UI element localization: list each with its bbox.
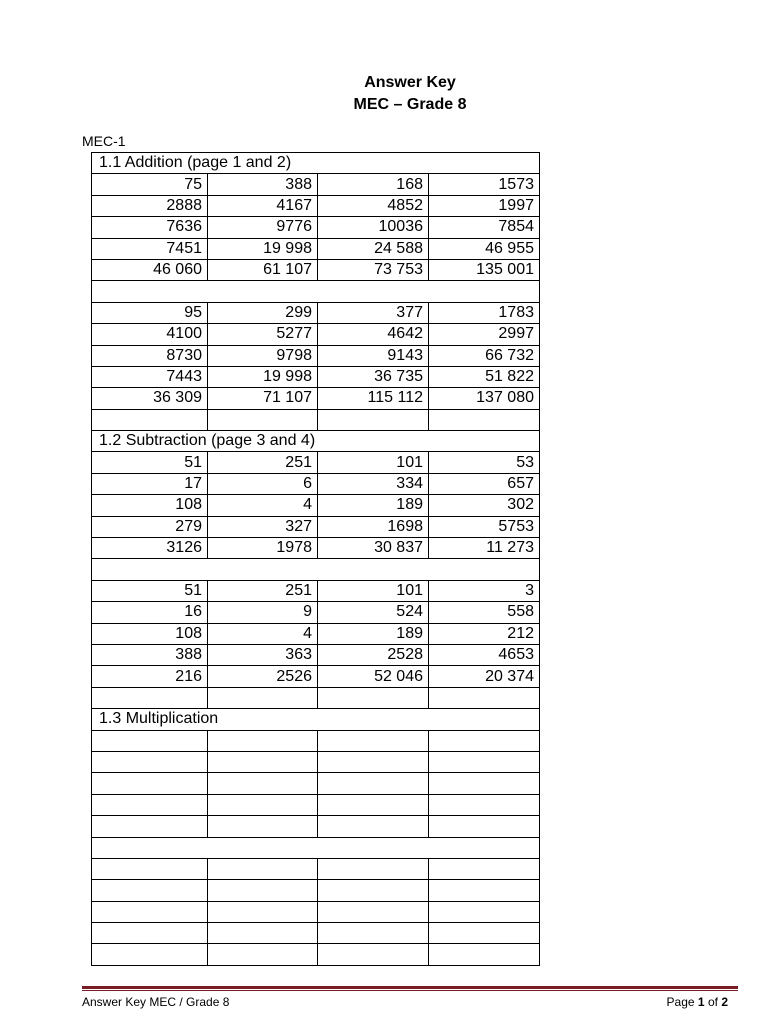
answer-cell: 657 [429, 473, 540, 494]
answer-cell: 20 374 [429, 666, 540, 687]
table-row [92, 880, 540, 901]
answer-cell [92, 944, 208, 965]
answer-cell [208, 923, 318, 944]
table-row [92, 345, 540, 366]
answer-cell: 9 [208, 602, 318, 623]
section-header-cell: 1.3 Multiplication [92, 709, 540, 730]
answer-cell [429, 923, 540, 944]
table-row [92, 559, 540, 580]
answer-cell: 73 753 [318, 259, 429, 280]
document-subtitle: MEC – Grade 8 [353, 96, 467, 113]
table-row [92, 409, 540, 430]
footer-page-current: 1 [697, 995, 705, 1009]
table-row [92, 174, 540, 195]
answer-cell [92, 880, 208, 901]
answer-cell [429, 730, 540, 751]
answer-cell: 51 822 [429, 366, 540, 387]
answer-cell: 327 [208, 516, 318, 537]
answer-cell: 4167 [208, 195, 318, 216]
table-row [92, 324, 540, 345]
table-row [92, 302, 540, 323]
answer-cell: 101 [318, 452, 429, 473]
table-row [92, 516, 540, 537]
spacer-cell [92, 837, 540, 858]
answer-cell: 108 [92, 623, 208, 644]
answer-cell: 11 273 [429, 538, 540, 559]
answer-cell [318, 687, 429, 708]
answer-cell: 16 [92, 602, 208, 623]
answer-key-body [92, 153, 540, 966]
table-row [92, 944, 540, 965]
answer-cell: 52 046 [318, 666, 429, 687]
section-header-row [92, 153, 540, 174]
answer-cell: 2888 [92, 195, 208, 216]
answer-cell: 279 [92, 516, 208, 537]
answer-cell: 7443 [92, 366, 208, 387]
answer-cell: 388 [208, 174, 318, 195]
answer-cell: 2526 [208, 666, 318, 687]
answer-cell: 24 588 [318, 238, 429, 259]
answer-cell: 46 060 [92, 259, 208, 280]
answer-cell [429, 773, 540, 794]
section-header-cell: 1.1 Addition (page 1 and 2) [92, 153, 540, 174]
table-row [92, 901, 540, 922]
answer-cell: 51 [92, 452, 208, 473]
answer-cell: 51 [92, 580, 208, 601]
answer-cell: 10036 [318, 217, 429, 238]
answer-cell [318, 880, 429, 901]
answer-cell: 3126 [92, 538, 208, 559]
table-row [92, 195, 540, 216]
table-row [92, 644, 540, 665]
footer-page-number [667, 995, 728, 1009]
answer-cell [92, 730, 208, 751]
answer-cell: 251 [208, 452, 318, 473]
table-row [92, 366, 540, 387]
answer-cell [208, 794, 318, 815]
table-row [92, 495, 540, 516]
table-row [92, 730, 540, 751]
answer-cell: 101 [318, 580, 429, 601]
answer-cell: 36 309 [92, 388, 208, 409]
answer-cell: 251 [208, 580, 318, 601]
answer-cell: 36 735 [318, 366, 429, 387]
answer-cell: 9776 [208, 217, 318, 238]
answer-cell: 299 [208, 302, 318, 323]
answer-cell: 108 [92, 495, 208, 516]
answer-cell: 212 [429, 623, 540, 644]
footer-rule-thick [82, 986, 738, 989]
answer-cell [318, 923, 429, 944]
table-row [92, 837, 540, 858]
answer-cell: 7636 [92, 217, 208, 238]
answer-key-table [91, 152, 540, 966]
footer-document-name: Answer Key MEC / Grade 8 [82, 995, 230, 1009]
answer-cell: 30 837 [318, 538, 429, 559]
answer-cell: 95 [92, 302, 208, 323]
answer-cell: 189 [318, 495, 429, 516]
answer-cell: 4653 [429, 644, 540, 665]
answer-cell [208, 687, 318, 708]
answer-cell [208, 773, 318, 794]
table-row [92, 281, 540, 302]
table-row [92, 217, 540, 238]
answer-cell: 4100 [92, 324, 208, 345]
answer-cell [92, 409, 208, 430]
answer-cell: 115 112 [318, 388, 429, 409]
section-header-cell: 1.2 Subtraction (page 3 and 4) [92, 431, 540, 452]
footer-rule-thin [82, 990, 738, 991]
table-row [92, 473, 540, 494]
answer-cell [92, 858, 208, 879]
answer-cell [208, 730, 318, 751]
answer-cell: 3 [429, 580, 540, 601]
answer-cell: 7451 [92, 238, 208, 259]
table-row [92, 538, 540, 559]
section-label: MEC-1 [82, 133, 126, 149]
table-row [92, 751, 540, 772]
answer-cell: 1698 [318, 516, 429, 537]
answer-cell [429, 901, 540, 922]
document-title: Answer Key [364, 74, 456, 91]
answer-cell [429, 794, 540, 815]
answer-cell [318, 816, 429, 837]
answer-cell: 558 [429, 602, 540, 623]
answer-cell: 19 998 [208, 366, 318, 387]
answer-cell: 1997 [429, 195, 540, 216]
table-row [92, 452, 540, 473]
answer-cell: 71 107 [208, 388, 318, 409]
answer-cell [429, 751, 540, 772]
answer-cell [92, 751, 208, 772]
answer-cell: 388 [92, 644, 208, 665]
answer-cell [318, 751, 429, 772]
answer-cell: 46 955 [429, 238, 540, 259]
answer-cell [429, 687, 540, 708]
answer-cell [208, 858, 318, 879]
table-row [92, 623, 540, 644]
answer-cell [92, 794, 208, 815]
spacer-cell [92, 559, 540, 580]
answer-cell [92, 816, 208, 837]
answer-cell [429, 858, 540, 879]
footer-page-word: Page [666, 995, 695, 1009]
answer-cell [429, 409, 540, 430]
answer-cell: 75 [92, 174, 208, 195]
answer-cell: 53 [429, 452, 540, 473]
answer-cell [208, 409, 318, 430]
table-row [92, 773, 540, 794]
answer-cell [208, 880, 318, 901]
table-row [92, 687, 540, 708]
section-header-row [92, 709, 540, 730]
answer-cell: 4642 [318, 324, 429, 345]
answer-cell: 363 [208, 644, 318, 665]
answer-cell [318, 858, 429, 879]
answer-cell: 4 [208, 623, 318, 644]
answer-cell: 137 080 [429, 388, 540, 409]
answer-cell: 302 [429, 495, 540, 516]
answer-cell: 377 [318, 302, 429, 323]
table-row [92, 602, 540, 623]
answer-cell: 61 107 [208, 259, 318, 280]
answer-cell [318, 901, 429, 922]
footer-page-total: 2 [721, 995, 728, 1009]
answer-cell: 135 001 [429, 259, 540, 280]
answer-cell: 9143 [318, 345, 429, 366]
table-row [92, 238, 540, 259]
answer-cell: 5753 [429, 516, 540, 537]
answer-cell [92, 687, 208, 708]
answer-cell: 2528 [318, 644, 429, 665]
footer-of-word: of [707, 995, 718, 1009]
answer-cell: 524 [318, 602, 429, 623]
answer-cell [318, 730, 429, 751]
answer-cell: 168 [318, 174, 429, 195]
answer-cell: 4 [208, 495, 318, 516]
answer-cell [92, 923, 208, 944]
answer-cell: 1978 [208, 538, 318, 559]
answer-cell [429, 880, 540, 901]
answer-cell: 1783 [429, 302, 540, 323]
table-row [92, 923, 540, 944]
answer-cell [208, 751, 318, 772]
answer-cell [318, 409, 429, 430]
answer-cell: 334 [318, 473, 429, 494]
spacer-cell [92, 281, 540, 302]
answer-cell: 4852 [318, 195, 429, 216]
answer-cell: 8730 [92, 345, 208, 366]
answer-cell [208, 901, 318, 922]
answer-cell: 7854 [429, 217, 540, 238]
answer-cell: 216 [92, 666, 208, 687]
table-row [92, 580, 540, 601]
table-row [92, 816, 540, 837]
answer-cell [92, 773, 208, 794]
answer-cell [208, 944, 318, 965]
answer-cell: 19 998 [208, 238, 318, 259]
table-row [92, 388, 540, 409]
answer-cell: 1573 [429, 174, 540, 195]
answer-cell [429, 816, 540, 837]
answer-cell [318, 944, 429, 965]
answer-cell: 6 [208, 473, 318, 494]
table-row [92, 858, 540, 879]
answer-cell [92, 901, 208, 922]
answer-cell: 5277 [208, 324, 318, 345]
answer-cell: 66 732 [429, 345, 540, 366]
answer-cell: 189 [318, 623, 429, 644]
answer-cell: 17 [92, 473, 208, 494]
section-header-row [92, 431, 540, 452]
table-row [92, 794, 540, 815]
answer-cell [318, 794, 429, 815]
answer-cell [429, 944, 540, 965]
answer-cell: 9798 [208, 345, 318, 366]
answer-cell: 2997 [429, 324, 540, 345]
table-row [92, 666, 540, 687]
answer-cell [318, 773, 429, 794]
table-row [92, 259, 540, 280]
answer-cell [208, 816, 318, 837]
